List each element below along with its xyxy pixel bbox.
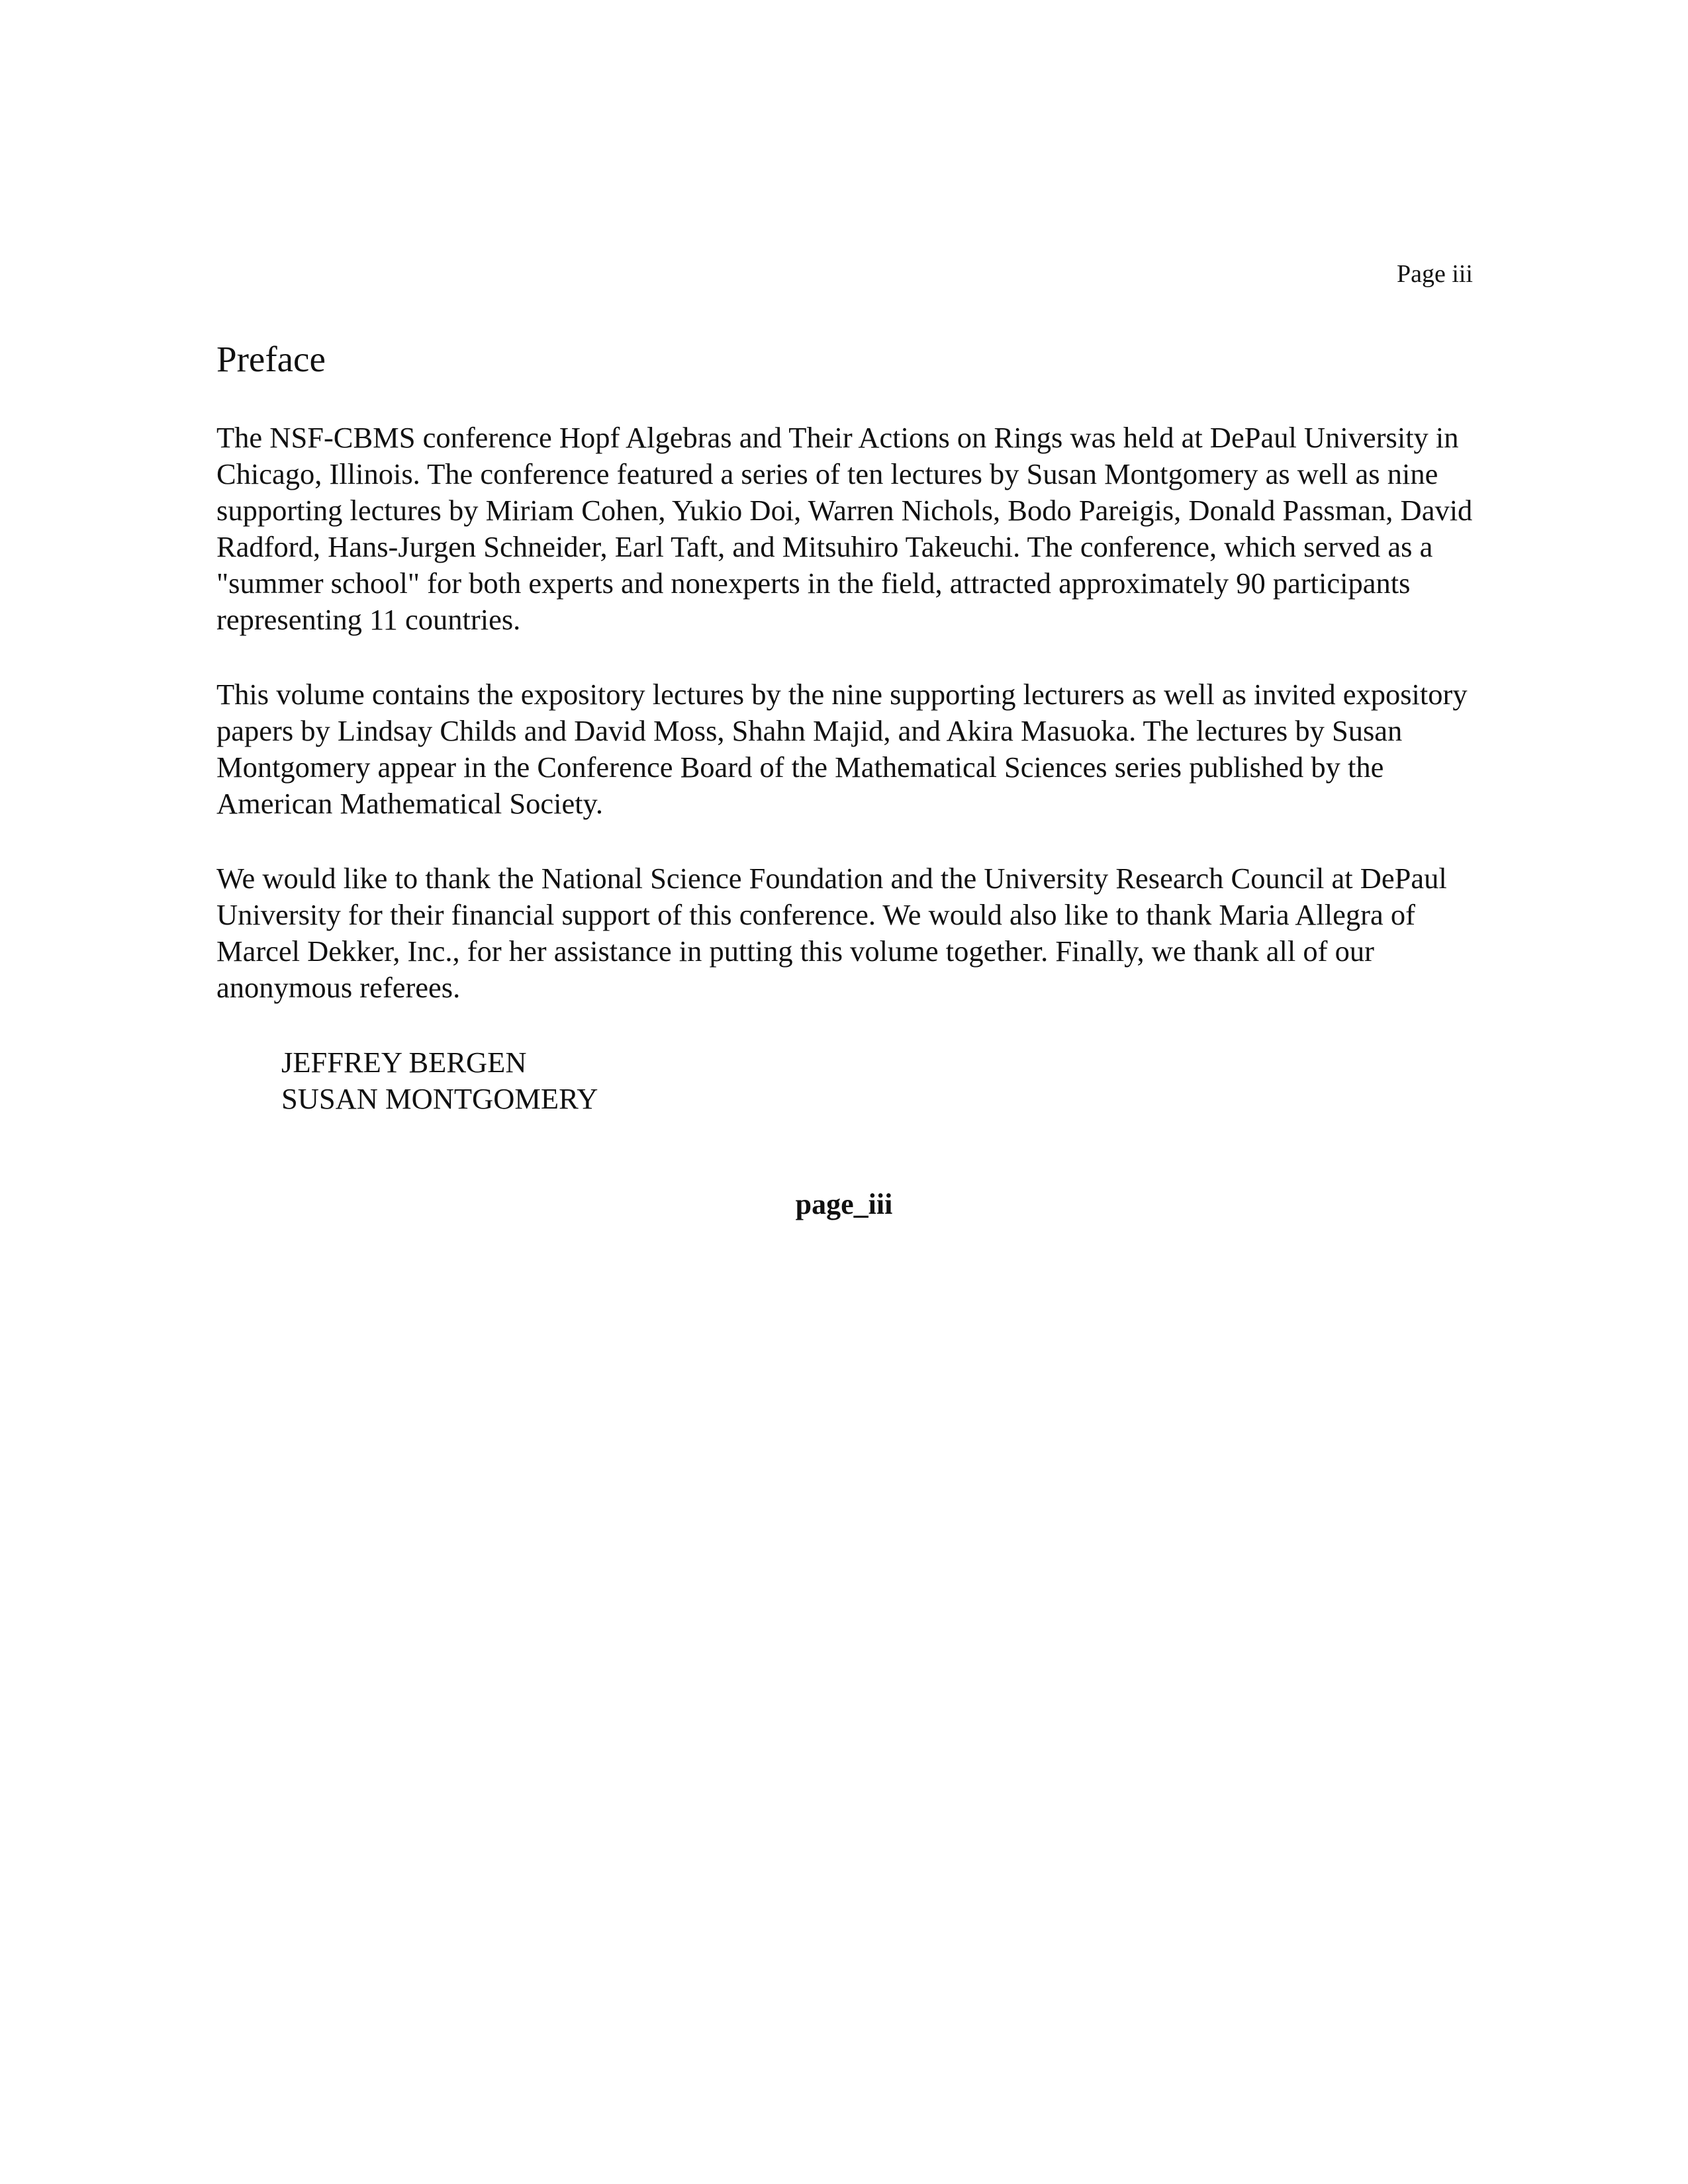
page-footer-label: page_iii xyxy=(795,1188,893,1220)
signatory-name: SUSAN MONTGOMERY xyxy=(281,1082,598,1115)
section-title: Preface xyxy=(216,339,326,379)
paragraph-acknowledgements: We would like to thank the National Science Foundation and the University Research Council at DePaul University for their financial support of this conference. We would also like to thank Maria Allegra of Marcel Dekker, Inc., for her assistance in putting this volume together. Finally, we thank all of our anonymous referees. xyxy=(216,862,1447,1004)
signature-block xyxy=(281,1044,1474,1117)
paragraph-conference: The NSF-CBMS conference Hopf Algebras and Their Actions on Rings was held at DePaul University in Chicago, Illinois. The conference featured a series of ten lectures by Susan Montgomery as well as nine supporting lectures by Miriam Cohen, Yukio Doi, Warren Nichols, Bodo Pareigis, Donald Passman, David Radford, Hans-Jurgen Schneider, Earl Taft, and Mitsuhiro Takeuchi. The conference, which served as a "summer school" for both experts and nonexperts in the field, attracted approximately 90 participants representing 11 countries. xyxy=(216,421,1473,636)
signatory-name: JEFFREY BERGEN xyxy=(281,1046,527,1079)
paragraph-volume-contents: This volume contains the expository lectures by the nine supporting lecturers as well as invited expository papers by Lindsay Childs and David Moss, Shahn Majid, and Akira Masuoka. The lectures by Susan Montgomery appear in the Conference Board of the Mathematical Sciences series published by the American Mathematical Society. xyxy=(216,678,1468,820)
page-number: Page iii xyxy=(1396,260,1473,288)
preface-body xyxy=(216,420,1474,1117)
